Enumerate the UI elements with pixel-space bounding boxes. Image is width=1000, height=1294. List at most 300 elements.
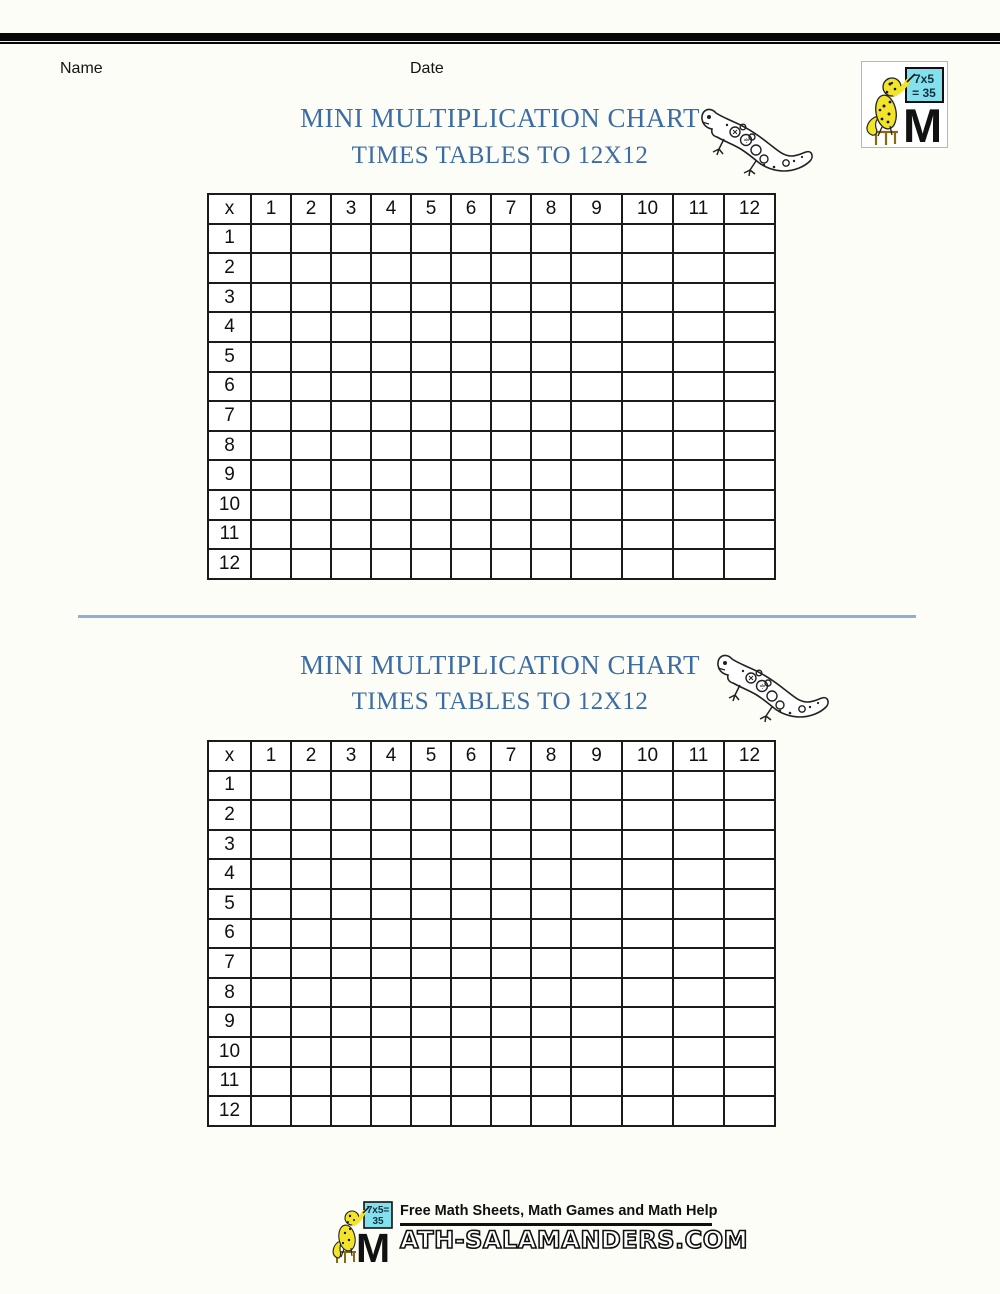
grid-answer-cell[interactable] (291, 490, 331, 520)
grid-answer-cell[interactable] (531, 919, 571, 949)
grid-header-row (208, 194, 775, 224)
grid-answer-cell[interactable] (291, 919, 331, 949)
grid-answer-cell[interactable] (571, 490, 622, 520)
grid-row (208, 342, 775, 372)
grid-answer-cell[interactable] (451, 978, 491, 1008)
grid-answer-cell[interactable] (491, 460, 531, 490)
grid-answer-cell[interactable] (531, 1067, 571, 1097)
grid-answer-cell[interactable] (411, 919, 451, 949)
grid-answer-cell[interactable] (571, 431, 622, 461)
grid-answer-cell[interactable] (451, 253, 491, 283)
grid-answer-cell[interactable] (331, 771, 371, 801)
grid-answer-cell[interactable] (291, 948, 331, 978)
grid-answer-cell[interactable] (331, 253, 371, 283)
grid-answer-cell[interactable] (571, 830, 622, 860)
grid-answer-cell[interactable] (491, 224, 531, 254)
grid-answer-cell[interactable] (411, 253, 451, 283)
grid-answer-cell[interactable] (622, 978, 673, 1008)
grid-answer-cell[interactable] (673, 1037, 724, 1067)
grid-answer-cell[interactable] (571, 771, 622, 801)
grid-answer-cell[interactable] (331, 948, 371, 978)
grid-answer-cell[interactable] (724, 549, 775, 579)
grid-answer-cell[interactable] (724, 771, 775, 801)
grid-answer-cell[interactable] (251, 800, 291, 830)
grid-answer-cell[interactable] (673, 1067, 724, 1097)
grid-answer-cell[interactable] (571, 948, 622, 978)
grid-answer-cell[interactable] (571, 224, 622, 254)
grid-answer-cell[interactable] (251, 224, 291, 254)
grid-answer-cell[interactable] (571, 342, 622, 372)
grid-answer-cell[interactable] (531, 889, 571, 919)
grid-answer-cell[interactable] (411, 1096, 451, 1126)
grid-answer-cell[interactable] (411, 312, 451, 342)
grid-answer-cell[interactable] (371, 490, 411, 520)
top-double-rule (0, 33, 1000, 44)
grid-answer-cell[interactable] (371, 919, 411, 949)
grid-answer-cell[interactable] (491, 859, 531, 889)
grid-answer-cell[interactable] (724, 1096, 775, 1126)
grid-answer-cell[interactable] (251, 253, 291, 283)
grid-answer-cell[interactable] (491, 549, 531, 579)
grid-answer-cell[interactable] (622, 1007, 673, 1037)
grid-answer-cell[interactable] (531, 1096, 571, 1126)
grid-answer-cell[interactable] (251, 342, 291, 372)
grid-answer-cell[interactable] (411, 948, 451, 978)
grid-answer-cell[interactable] (724, 800, 775, 830)
grid-answer-cell[interactable] (251, 830, 291, 860)
grid-answer-cell[interactable] (622, 948, 673, 978)
grid-answer-cell[interactable] (331, 859, 371, 889)
grid-answer-cell[interactable] (491, 1007, 531, 1037)
grid-answer-cell[interactable] (331, 1007, 371, 1037)
grid-answer-cell[interactable] (411, 342, 451, 372)
grid-answer-cell[interactable] (371, 401, 411, 431)
grid-answer-cell[interactable] (451, 342, 491, 372)
grid-answer-cell[interactable] (411, 830, 451, 860)
grid-answer-cell[interactable] (331, 978, 371, 1008)
grid-answer-cell[interactable] (673, 372, 724, 402)
grid-answer-cell[interactable] (622, 342, 673, 372)
grid-answer-cell[interactable] (251, 1007, 291, 1037)
grid-answer-cell[interactable] (531, 431, 571, 461)
grid-answer-cell[interactable] (571, 919, 622, 949)
grid-answer-cell[interactable] (411, 1037, 451, 1067)
grid-answer-cell[interactable] (291, 800, 331, 830)
grid-answer-cell[interactable] (622, 889, 673, 919)
grid-column-header: 10 (622, 741, 673, 771)
grid-answer-cell[interactable] (491, 490, 531, 520)
grid-answer-cell[interactable] (724, 919, 775, 949)
grid-answer-cell[interactable] (531, 830, 571, 860)
grid-answer-cell[interactable] (724, 312, 775, 342)
grid-answer-cell[interactable] (571, 520, 622, 550)
grid-answer-cell[interactable] (451, 1067, 491, 1097)
grid-answer-cell[interactable] (371, 889, 411, 919)
grid-answer-cell[interactable] (531, 771, 571, 801)
grid-answer-cell[interactable] (411, 889, 451, 919)
grid-answer-cell[interactable] (291, 520, 331, 550)
grid-answer-cell[interactable] (531, 948, 571, 978)
grid-answer-cell[interactable] (531, 520, 571, 550)
grid-answer-cell[interactable] (411, 283, 451, 313)
grid-answer-cell[interactable] (571, 1037, 622, 1067)
grid-answer-cell[interactable] (411, 460, 451, 490)
grid-answer-cell[interactable] (331, 520, 371, 550)
grid-answer-cell[interactable] (724, 1007, 775, 1037)
grid-answer-cell[interactable] (491, 431, 531, 461)
grid-answer-cell[interactable] (622, 431, 673, 461)
grid-answer-cell[interactable] (622, 1096, 673, 1126)
grid-answer-cell[interactable] (451, 401, 491, 431)
grid-answer-cell[interactable] (251, 948, 291, 978)
grid-answer-cell[interactable] (251, 549, 291, 579)
grid-answer-cell[interactable] (622, 830, 673, 860)
grid-answer-cell[interactable] (724, 224, 775, 254)
grid-answer-cell[interactable] (622, 460, 673, 490)
grid-answer-cell[interactable] (724, 520, 775, 550)
grid-answer-cell[interactable] (491, 1096, 531, 1126)
grid-answer-cell[interactable] (491, 253, 531, 283)
grid-answer-cell[interactable] (451, 431, 491, 461)
grid-answer-cell[interactable] (491, 830, 531, 860)
grid-answer-cell[interactable] (451, 283, 491, 313)
grid-answer-cell[interactable] (251, 859, 291, 889)
grid-answer-cell[interactable] (411, 978, 451, 1008)
grid-answer-cell[interactable] (724, 431, 775, 461)
grid-answer-cell[interactable] (331, 342, 371, 372)
grid-answer-cell[interactable] (251, 490, 291, 520)
grid-answer-cell[interactable] (251, 431, 291, 461)
grid-column-header: 3 (331, 194, 371, 224)
grid-answer-cell[interactable] (724, 372, 775, 402)
grid-answer-cell[interactable] (673, 342, 724, 372)
grid-answer-cell[interactable] (331, 800, 371, 830)
grid-answer-cell[interactable] (251, 889, 291, 919)
grid-answer-cell[interactable] (331, 460, 371, 490)
grid-answer-cell[interactable] (251, 1096, 291, 1126)
grid-answer-cell[interactable] (451, 889, 491, 919)
grid-answer-cell[interactable] (491, 948, 531, 978)
grid-answer-cell[interactable] (251, 1067, 291, 1097)
grid-answer-cell[interactable] (491, 1067, 531, 1097)
grid-answer-cell[interactable] (371, 431, 411, 461)
grid-answer-cell[interactable] (331, 1037, 371, 1067)
grid-answer-cell[interactable] (491, 771, 531, 801)
grid-answer-cell[interactable] (673, 800, 724, 830)
grid-answer-cell[interactable] (411, 520, 451, 550)
grid-answer-cell[interactable] (411, 800, 451, 830)
grid-answer-cell[interactable] (451, 549, 491, 579)
grid-answer-cell[interactable] (724, 1067, 775, 1097)
grid-answer-cell[interactable] (291, 372, 331, 402)
grid-answer-cell[interactable] (371, 948, 411, 978)
grid-answer-cell[interactable] (622, 372, 673, 402)
grid-answer-cell[interactable] (291, 1067, 331, 1097)
grid-answer-cell[interactable] (571, 1067, 622, 1097)
grid-answer-cell[interactable] (451, 1096, 491, 1126)
grid-answer-cell[interactable] (451, 1037, 491, 1067)
grid-answer-cell[interactable] (291, 401, 331, 431)
grid-answer-cell[interactable] (371, 771, 411, 801)
section1-subtitle: TIMES TABLES TO 12X12 (351, 142, 649, 169)
grid-answer-cell[interactable] (724, 948, 775, 978)
grid-answer-cell[interactable] (622, 800, 673, 830)
section1-title: MINI MULTIPLICATION CHART (300, 103, 700, 133)
grid-answer-cell[interactable] (291, 859, 331, 889)
grid-answer-cell[interactable] (724, 1037, 775, 1067)
grid-answer-cell[interactable] (622, 224, 673, 254)
grid-answer-cell[interactable] (291, 1037, 331, 1067)
grid-answer-cell[interactable] (622, 919, 673, 949)
grid-answer-cell[interactable] (673, 460, 724, 490)
grid-answer-cell[interactable] (622, 253, 673, 283)
grid-answer-cell[interactable] (411, 771, 451, 801)
grid-answer-cell[interactable] (531, 1037, 571, 1067)
grid-answer-cell[interactable] (673, 253, 724, 283)
grid-answer-cell[interactable] (331, 1096, 371, 1126)
grid-answer-cell[interactable] (673, 549, 724, 579)
grid-answer-cell[interactable] (673, 520, 724, 550)
grid-answer-cell[interactable] (291, 889, 331, 919)
grid-answer-cell[interactable] (331, 549, 371, 579)
grid-answer-cell[interactable] (291, 342, 331, 372)
grid-answer-cell[interactable] (491, 312, 531, 342)
grid-answer-cell[interactable] (673, 431, 724, 461)
grid-answer-cell[interactable] (673, 889, 724, 919)
grid-answer-cell[interactable] (491, 919, 531, 949)
grid-answer-cell[interactable] (251, 283, 291, 313)
grid-answer-cell[interactable] (411, 1067, 451, 1097)
grid-answer-cell[interactable] (451, 490, 491, 520)
grid-answer-cell[interactable] (571, 1007, 622, 1037)
grid-answer-cell[interactable] (291, 283, 331, 313)
grid-answer-cell[interactable] (571, 800, 622, 830)
grid-answer-cell[interactable] (724, 460, 775, 490)
grid-answer-cell[interactable] (291, 431, 331, 461)
grid-column-header: 8 (531, 741, 571, 771)
grid-answer-cell[interactable] (331, 889, 371, 919)
grid-answer-cell[interactable] (371, 460, 411, 490)
grid-answer-cell[interactable] (673, 1007, 724, 1037)
grid-answer-cell[interactable] (251, 919, 291, 949)
grid-answer-cell[interactable] (371, 342, 411, 372)
grid-answer-cell[interactable] (531, 859, 571, 889)
grid-answer-cell[interactable] (371, 520, 411, 550)
grid-answer-cell[interactable] (331, 490, 371, 520)
grid-answer-cell[interactable] (571, 372, 622, 402)
grid-answer-cell[interactable] (531, 312, 571, 342)
grid-answer-cell[interactable] (371, 859, 411, 889)
grid-answer-cell[interactable] (571, 1096, 622, 1126)
grid-answer-cell[interactable] (371, 224, 411, 254)
grid-answer-cell[interactable] (673, 919, 724, 949)
grid-answer-cell[interactable] (724, 342, 775, 372)
grid-answer-cell[interactable] (291, 224, 331, 254)
grid-answer-cell[interactable] (411, 1007, 451, 1037)
grid-answer-cell[interactable] (451, 771, 491, 801)
grid-answer-cell[interactable] (673, 859, 724, 889)
grid-answer-cell[interactable] (491, 978, 531, 1008)
grid-answer-cell[interactable] (673, 771, 724, 801)
grid-answer-cell[interactable] (571, 283, 622, 313)
grid-answer-cell[interactable] (491, 889, 531, 919)
grid-answer-cell[interactable] (291, 978, 331, 1008)
grid-answer-cell[interactable] (291, 830, 331, 860)
grid-answer-cell[interactable] (371, 549, 411, 579)
grid-answer-cell[interactable] (331, 919, 371, 949)
grid-answer-cell[interactable] (251, 771, 291, 801)
grid-answer-cell[interactable] (291, 460, 331, 490)
grid-answer-cell[interactable] (531, 1007, 571, 1037)
grid-answer-cell[interactable] (571, 312, 622, 342)
grid-answer-cell[interactable] (491, 283, 531, 313)
grid-answer-cell[interactable] (451, 1007, 491, 1037)
grid-answer-cell[interactable] (491, 1037, 531, 1067)
grid-answer-cell[interactable] (724, 253, 775, 283)
grid-answer-cell[interactable] (531, 401, 571, 431)
grid-answer-cell[interactable] (371, 830, 411, 860)
grid-answer-cell[interactable] (251, 372, 291, 402)
grid-answer-cell[interactable] (571, 889, 622, 919)
grid-answer-cell[interactable] (411, 859, 451, 889)
grid-answer-cell[interactable] (622, 520, 673, 550)
grid-answer-cell[interactable] (622, 283, 673, 313)
grid-answer-cell[interactable] (622, 490, 673, 520)
grid-answer-cell[interactable] (724, 283, 775, 313)
grid-answer-cell[interactable] (451, 948, 491, 978)
grid-answer-cell[interactable] (673, 312, 724, 342)
grid-answer-cell[interactable] (491, 520, 531, 550)
grid-answer-cell[interactable] (622, 859, 673, 889)
grid-answer-cell[interactable] (291, 253, 331, 283)
grid-answer-cell[interactable] (571, 460, 622, 490)
grid-answer-cell[interactable] (571, 549, 622, 579)
grid-answer-cell[interactable] (251, 520, 291, 550)
grid-answer-cell[interactable] (371, 1096, 411, 1126)
grid-answer-cell[interactable] (673, 224, 724, 254)
grid-answer-cell[interactable] (331, 224, 371, 254)
grid-answer-cell[interactable] (451, 372, 491, 402)
grid-answer-cell[interactable] (673, 490, 724, 520)
grid-answer-cell[interactable] (331, 431, 371, 461)
grid-answer-cell[interactable] (673, 401, 724, 431)
grid-answer-cell[interactable] (291, 1096, 331, 1126)
grid-answer-cell[interactable] (724, 889, 775, 919)
grid-answer-cell[interactable] (531, 283, 571, 313)
grid-answer-cell[interactable] (724, 490, 775, 520)
grid-answer-cell[interactable] (724, 830, 775, 860)
grid-answer-cell[interactable] (291, 312, 331, 342)
grid-answer-cell[interactable] (411, 431, 451, 461)
grid-answer-cell[interactable] (371, 1037, 411, 1067)
grid-answer-cell[interactable] (724, 859, 775, 889)
grid-answer-cell[interactable] (491, 800, 531, 830)
grid-column-header: 12 (724, 741, 775, 771)
grid-answer-cell[interactable] (491, 342, 531, 372)
grid-answer-cell[interactable] (291, 1007, 331, 1037)
grid-answer-cell[interactable] (371, 253, 411, 283)
grid-answer-cell[interactable] (451, 224, 491, 254)
grid-answer-cell[interactable] (673, 948, 724, 978)
grid-answer-cell[interactable] (411, 372, 451, 402)
grid-answer-cell[interactable] (331, 283, 371, 313)
grid-answer-cell[interactable] (531, 253, 571, 283)
grid-answer-cell[interactable] (571, 401, 622, 431)
grid-answer-cell[interactable] (371, 1007, 411, 1037)
grid-answer-cell[interactable] (531, 549, 571, 579)
grid-answer-cell[interactable] (451, 830, 491, 860)
grid-answer-cell[interactable] (371, 1067, 411, 1097)
grid-answer-cell[interactable] (491, 372, 531, 402)
grid-answer-cell[interactable] (331, 1067, 371, 1097)
grid-answer-cell[interactable] (371, 978, 411, 1008)
grid-answer-cell[interactable] (724, 978, 775, 1008)
grid-answer-cell[interactable] (724, 401, 775, 431)
grid-answer-cell[interactable] (622, 1037, 673, 1067)
grid-answer-cell[interactable] (411, 490, 451, 520)
grid-answer-cell[interactable] (371, 372, 411, 402)
grid-answer-cell[interactable] (622, 1067, 673, 1097)
grid-row (208, 549, 775, 579)
grid-answer-cell[interactable] (331, 312, 371, 342)
grid-column-header: 7 (491, 194, 531, 224)
grid-answer-cell[interactable] (531, 800, 571, 830)
grid-answer-cell[interactable] (371, 312, 411, 342)
grid-answer-cell[interactable] (571, 253, 622, 283)
grid-answer-cell[interactable] (673, 1096, 724, 1126)
grid-answer-cell[interactable] (622, 771, 673, 801)
grid-answer-cell[interactable] (451, 312, 491, 342)
grid-answer-cell[interactable] (673, 283, 724, 313)
grid-answer-cell[interactable] (411, 549, 451, 579)
grid-answer-cell[interactable] (331, 401, 371, 431)
grid-answer-cell[interactable] (291, 771, 331, 801)
grid-answer-cell[interactable] (331, 372, 371, 402)
grid-answer-cell[interactable] (622, 401, 673, 431)
grid-answer-cell[interactable] (411, 224, 451, 254)
grid-answer-cell[interactable] (251, 978, 291, 1008)
grid-answer-cell[interactable] (291, 549, 331, 579)
grid-answer-cell[interactable] (451, 800, 491, 830)
grid-answer-cell[interactable] (451, 520, 491, 550)
grid-answer-cell[interactable] (622, 549, 673, 579)
grid-answer-cell[interactable] (371, 283, 411, 313)
grid-answer-cell[interactable] (673, 830, 724, 860)
grid-answer-cell[interactable] (622, 312, 673, 342)
grid-answer-cell[interactable] (531, 490, 571, 520)
grid-answer-cell[interactable] (571, 978, 622, 1008)
grid-answer-cell[interactable] (531, 372, 571, 402)
grid-answer-cell[interactable] (331, 830, 371, 860)
grid-answer-cell[interactable] (491, 401, 531, 431)
grid-answer-cell[interactable] (251, 401, 291, 431)
grid-answer-cell[interactable] (531, 978, 571, 1008)
grid-answer-cell[interactable] (451, 919, 491, 949)
grid-answer-cell[interactable] (251, 460, 291, 490)
grid-answer-cell[interactable] (411, 401, 451, 431)
grid-answer-cell[interactable] (531, 342, 571, 372)
grid-answer-cell[interactable] (251, 312, 291, 342)
grid-answer-cell[interactable] (531, 224, 571, 254)
grid-answer-cell[interactable] (371, 800, 411, 830)
grid-row-header: 4 (208, 312, 251, 342)
grid-answer-cell[interactable] (571, 859, 622, 889)
grid-answer-cell[interactable] (451, 460, 491, 490)
grid-answer-cell[interactable] (531, 460, 571, 490)
grid-answer-cell[interactable] (251, 1037, 291, 1067)
grid-answer-cell[interactable] (673, 978, 724, 1008)
grid-answer-cell[interactable] (451, 859, 491, 889)
